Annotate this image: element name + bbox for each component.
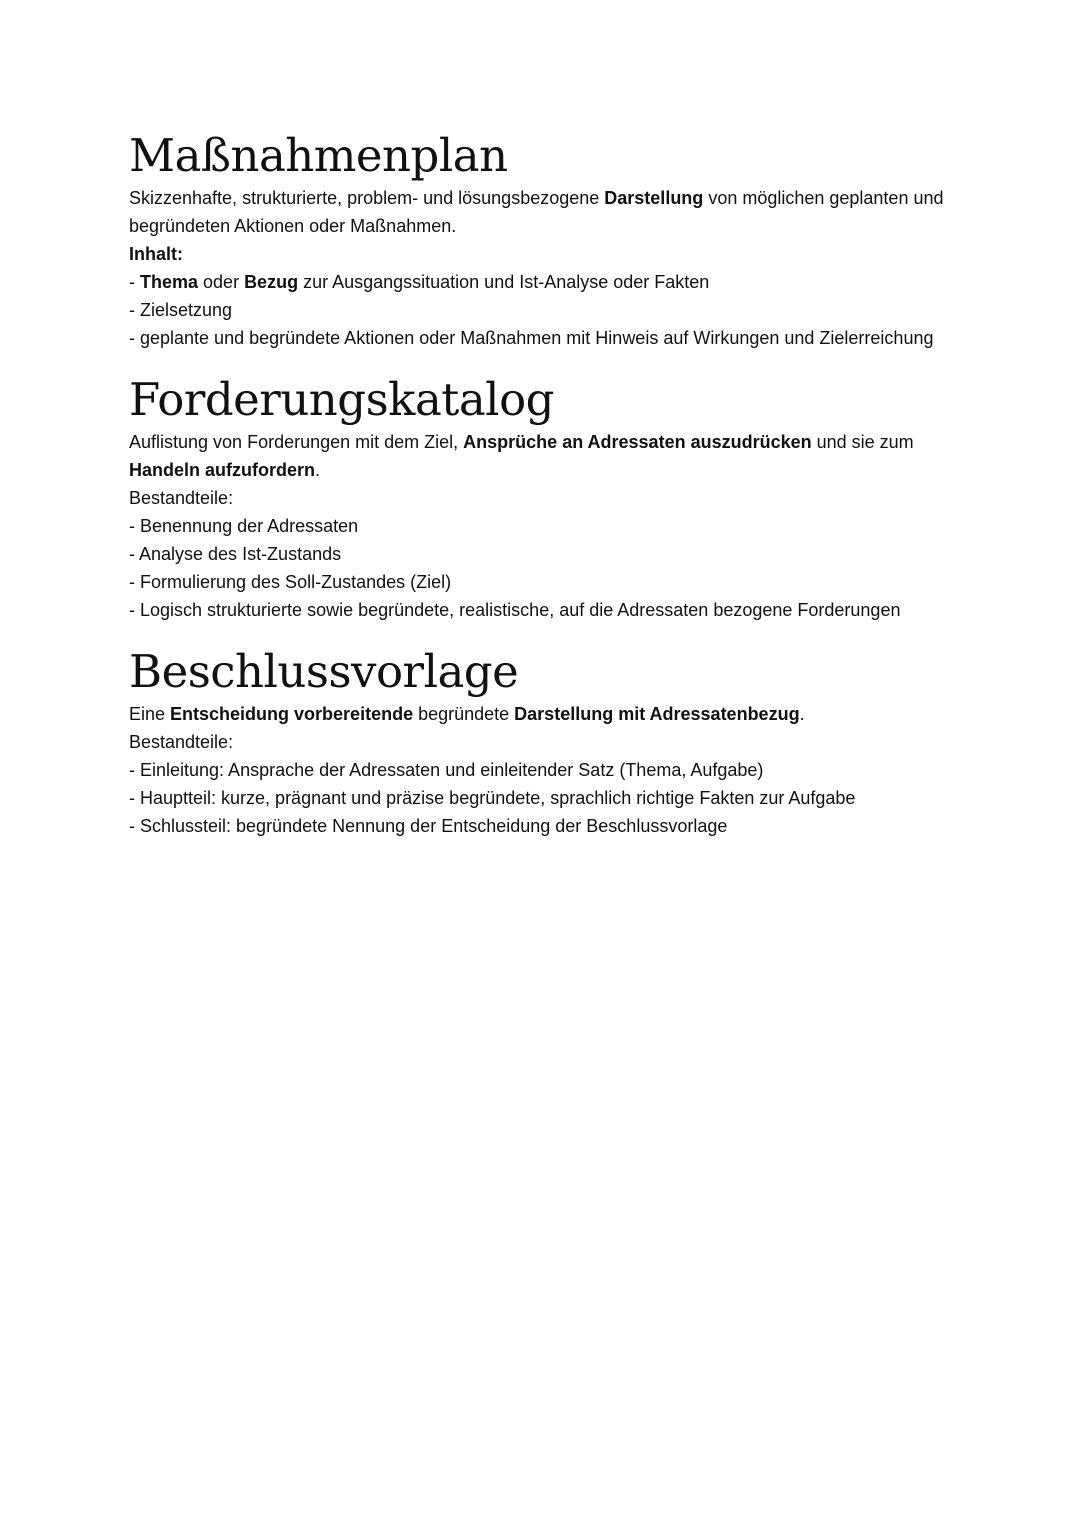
section-label: Bestandteile:	[129, 732, 234, 752]
list-item: - geplante und begründete Aktionen oder Maßnahmen mit Hinweis auf Wirkungen und Zielerreichung	[129, 328, 934, 348]
list-item: - Schlussteil: begründete Nennung der Entscheidung der Beschlussvorlage	[129, 816, 728, 836]
section-title: Beschlussvorlage	[129, 645, 519, 698]
section-massnahmenplan	[129, 128, 989, 352]
section-intro: Eine Entscheidung vorbereitende begründete Darstellung mit Adressatenbezug.	[129, 704, 805, 724]
list-item: - Thema oder Bezug zur Ausgangssituation und Ist-Analyse oder Fakten	[129, 272, 710, 292]
list-item: - Formulierung des Soll-Zustandes (Ziel)	[129, 572, 452, 592]
section-label: Bestandteile:	[129, 488, 234, 508]
intro-bold: Darstellung	[604, 188, 704, 208]
section-title: Maßnahmenplan	[129, 129, 508, 182]
section-intro	[129, 184, 989, 240]
list-item: - Zielsetzung	[129, 300, 233, 320]
document-content	[129, 128, 989, 840]
section-label: Inhalt:	[129, 244, 183, 264]
section-beschlussvorlage	[129, 644, 989, 840]
section-title: Forderungskatalog	[129, 373, 554, 426]
intro-text: von möglichen geplanten und begründeten Aktionen oder Maßnahmen.	[129, 188, 944, 236]
list-item: - Analyse des Ist-Zustands	[129, 544, 342, 564]
list-item: - Hauptteil: kurze, prägnant und präzise begründete, sprachlich richtige Fakten zur Aufgabe	[129, 788, 856, 808]
section-intro: Auflistung von Forderungen mit dem Ziel, Ansprüche an Adressaten auszudrücken und sie zum Handeln aufzufordern.	[129, 432, 914, 480]
list-item: - Benennung der Adressaten	[129, 516, 359, 536]
list-item: - Logisch strukturierte sowie begründete, realistische, auf die Adressaten bezogene Forderungen	[129, 600, 901, 620]
intro-text: Skizzenhafte, strukturierte, problem- und lösungsbezogene	[129, 188, 605, 208]
list-item: - Einleitung: Ansprache der Adressaten und einleitender Satz (Thema, Aufgabe)	[129, 760, 764, 780]
section-forderungskatalog	[129, 372, 989, 624]
